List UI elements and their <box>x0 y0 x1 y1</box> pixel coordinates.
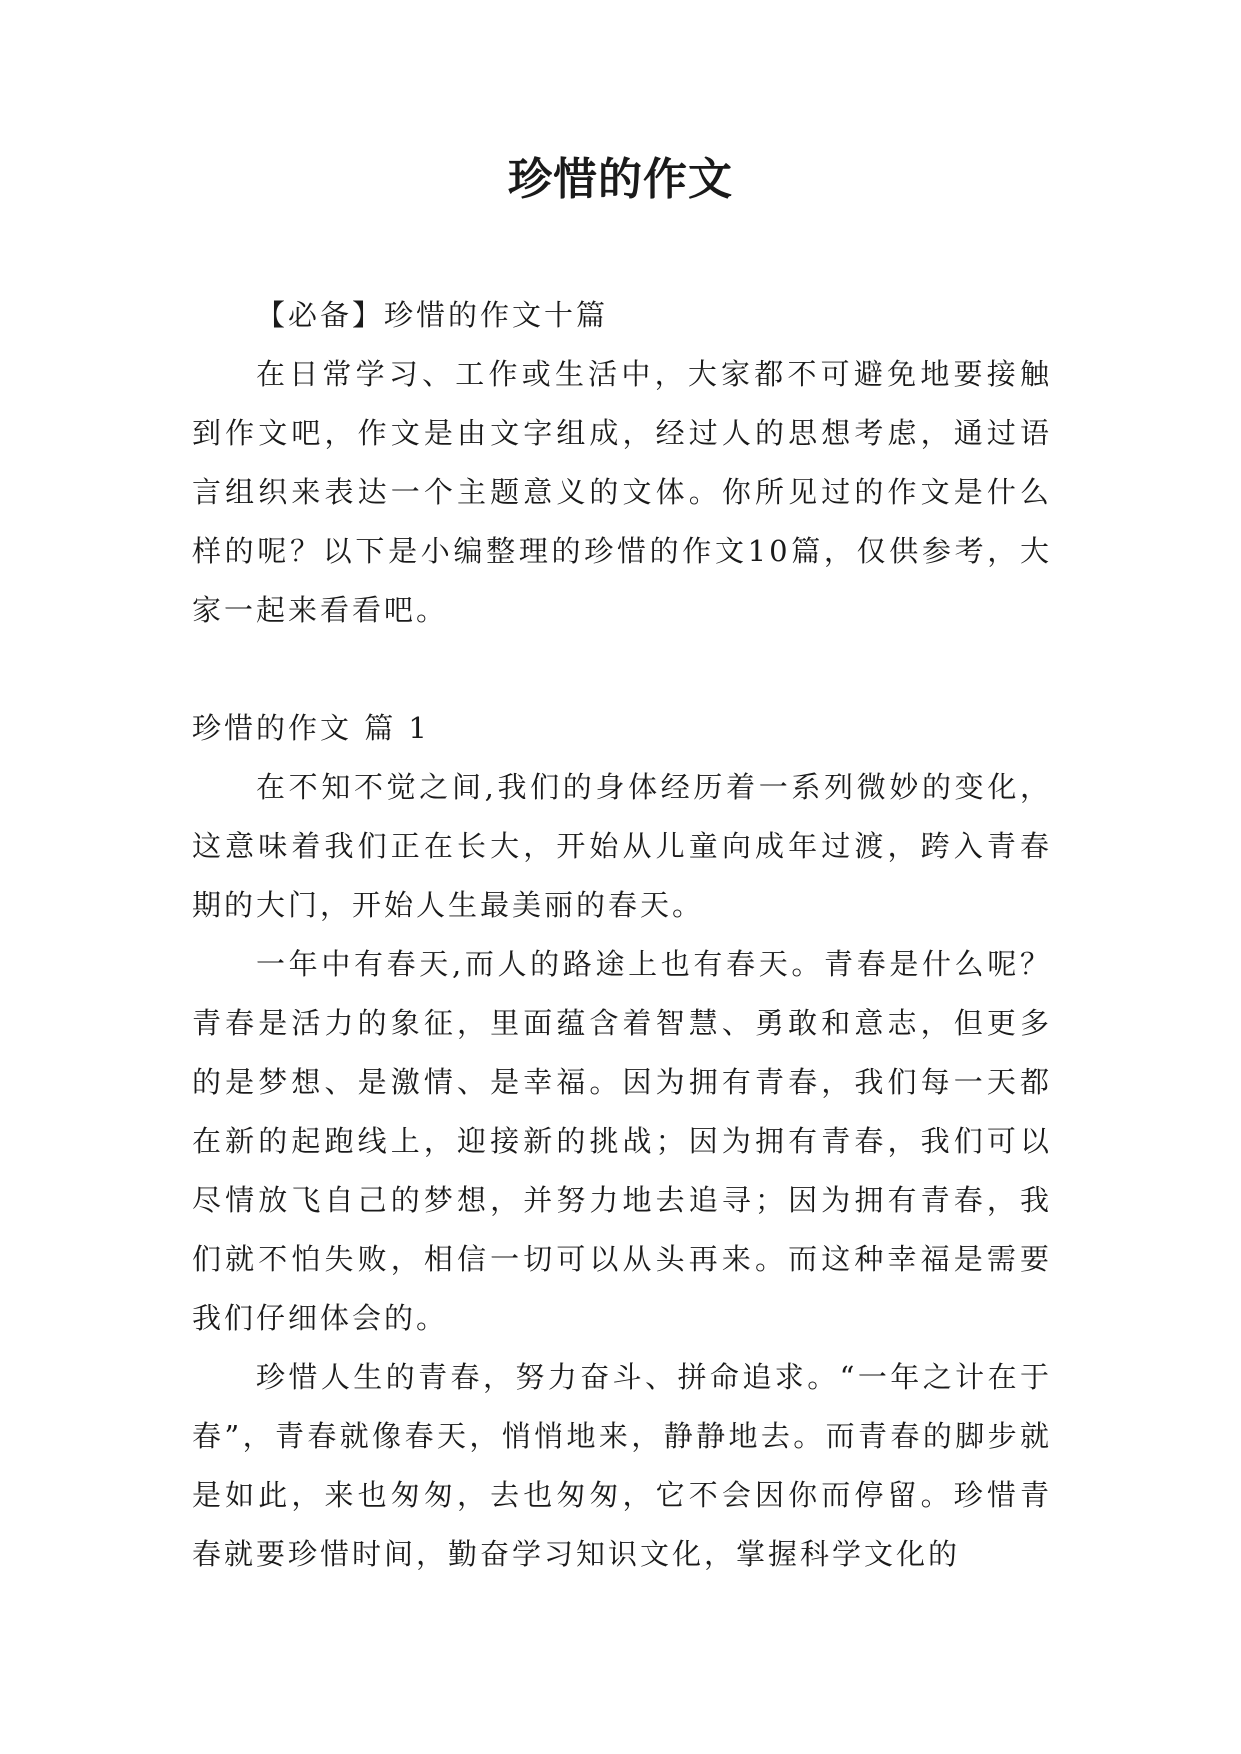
body-paragraph: 珍惜人生的青春，努力奋斗、拼命追求。“一年之计在于春”，青春就像春天，悄悄地来，静静地去。而青春的脚步就是如此，来也匆匆，去也匆匆，它不会因你而停留。珍惜青春就要珍惜时间，勤奋学习知识文化，掌握科学文化的 <box>192 1360 1052 1571</box>
document-title: 珍惜的作文 <box>508 154 733 205</box>
section-heading: 珍惜的作文 篇 1 <box>192 711 430 745</box>
body-paragraph: 在不知不觉之间,我们的身体经历着一系列微妙的变化，这意味着我们正在长大，开始从儿童向成年过渡，跨入青春期的大门，开始人生最美丽的春天。 <box>192 770 1052 922</box>
intro-paragraph: 在日常学习、工作或生活中，大家都不可避免地要接触到作文吧，作文是由文字组成，经过人的思想考虑，通过语言组织来表达一个主题意义的文体。你所见过的作文是什么样的呢？以下是小编整理的珍惜的作文10篇，仅供参考，大家一起来看看吧。 <box>192 357 1052 627</box>
document-subtitle: 【必备】珍惜的作文十篇 <box>256 298 609 332</box>
document-body <box>192 286 1052 1584</box>
body-paragraph: 一年中有春天,而人的路途上也有春天。青春是什么呢？青春是活力的象征，里面蕴含着智慧、勇敢和意志，但更多的是梦想、是激情、是幸福。因为拥有青春，我们每一天都在新的起跑线上，迎接新的挑战；因为拥有青春，我们可以尽情放飞自己的梦想，并努力地去追寻；因为拥有青春，我们就不怕失败，相信一切可以从头再来。而这种幸福是需要我们仔细体会的。 <box>192 947 1052 1335</box>
section-spacer <box>192 640 1052 699</box>
